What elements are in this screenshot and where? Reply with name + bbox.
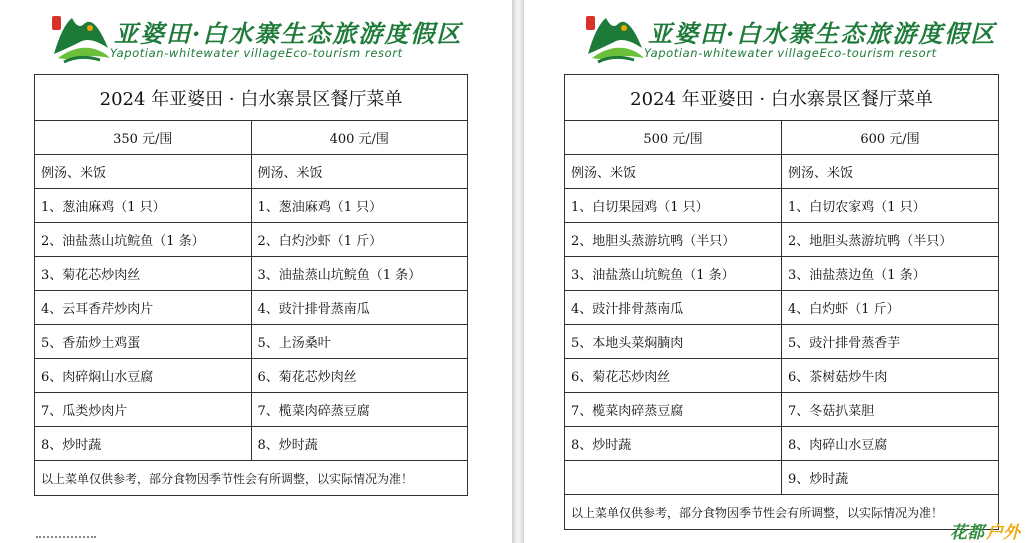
menu-item: 1、葱油麻鸡（1 只） (35, 189, 252, 223)
menu-item: 5、本地头菜焖腩肉 (565, 325, 782, 359)
menu-item: 9、炒时蔬 (782, 461, 999, 495)
brand-header (50, 8, 463, 66)
watermark (950, 518, 1020, 543)
menu-title: 2024 年亚婆田 · 白水寨景区餐厅菜单 (565, 75, 999, 121)
menu-item: 3、油盐蒸山坑鲩鱼（1 条） (565, 257, 782, 291)
menu-item: 5、豉汁排骨蒸香芋 (782, 325, 999, 359)
menu-item: 例汤、米饭 (251, 155, 468, 189)
menu-item: 8、炒时蔬 (251, 427, 468, 461)
brand-header (584, 8, 1004, 66)
menu-title: 2024 年亚婆田 · 白水寨景区餐厅菜单 (35, 75, 468, 121)
price-header: 350 元/围 (35, 121, 252, 155)
menu-table-right (564, 74, 999, 530)
menu-item: 4、豉汁排骨蒸南瓜 (251, 291, 468, 325)
price-header: 600 元/围 (782, 121, 999, 155)
price-header: 400 元/围 (251, 121, 468, 155)
menu-item: 8、肉碎山水豆腐 (782, 427, 999, 461)
menu-item: 3、菊花芯炒肉丝 (35, 257, 252, 291)
menu-item: 2、地胆头蒸游坑鸭（半只） (565, 223, 782, 257)
menu-item: 7、瓜类炒肉片 (35, 393, 252, 427)
menu-item: 4、白灼虾（1 斤） (782, 291, 999, 325)
menu-item: 7、榄菜肉碎蒸豆腐 (565, 393, 782, 427)
price-header: 500 元/围 (565, 121, 782, 155)
menu-item: 6、菊花芯炒肉丝 (251, 359, 468, 393)
menu-item (565, 461, 782, 495)
menu-item: 2、地胆头蒸游坑鸭（半只） (782, 223, 999, 257)
brand-name-cn: 亚婆田·白水寨生态旅游度假区 (648, 19, 997, 48)
menu-item: 3、油盐蒸边鱼（1 条） (782, 257, 999, 291)
watermark-part2: 户外 (986, 523, 1020, 543)
watermark-part1: 花都 (950, 523, 984, 543)
menu-item: 2、白灼沙虾（1 斤） (251, 223, 468, 257)
page-gutter (512, 0, 524, 543)
menu-note: 以上菜单仅供参考，部分食物因季节性会有所调整，以实际情况为准！ (565, 495, 999, 530)
page-footer-mark (36, 536, 96, 538)
brand-name-en: Yapotian-whitewater villageEco-tourism resort (110, 46, 403, 60)
menu-item: 6、肉碎焖山水豆腐 (35, 359, 252, 393)
menu-item: 2、油盐蒸山坑鲩鱼（1 条） (35, 223, 252, 257)
menu-item: 8、炒时蔬 (565, 427, 782, 461)
brand-name-cn: 亚婆田·白水寨生态旅游度假区 (114, 19, 463, 48)
menu-item: 7、榄菜肉碎蒸豆腐 (251, 393, 468, 427)
menu-item: 4、豉汁排骨蒸南瓜 (565, 291, 782, 325)
menu-item: 5、上汤桑叶 (251, 325, 468, 359)
menu-item: 6、茶树菇炒牛肉 (782, 359, 999, 393)
menu-item: 8、炒时蔬 (35, 427, 252, 461)
menu-item: 7、冬菇扒菜胆 (782, 393, 999, 427)
menu-item: 4、云耳香芹炒肉片 (35, 291, 252, 325)
mountain-logo-icon (50, 8, 112, 66)
mountain-logo-icon (584, 8, 646, 66)
menu-note: 以上菜单仅供参考，部分食物因季节性会有所调整，以实际情况为准！ (35, 461, 468, 496)
brand-name-en: Yapotian-whitewater villageEco-tourism resort (644, 46, 937, 60)
menu-table-left (34, 74, 468, 496)
menu-page-left (0, 0, 512, 543)
menu-item: 例汤、米饭 (782, 155, 999, 189)
menu-item: 例汤、米饭 (565, 155, 782, 189)
menu-item: 1、葱油麻鸡（1 只） (251, 189, 468, 223)
menu-item: 5、香茄炒土鸡蛋 (35, 325, 252, 359)
menu-item: 1、白切果园鸡（1 只） (565, 189, 782, 223)
menu-page-right (524, 0, 1030, 543)
menu-item: 例汤、米饭 (35, 155, 252, 189)
menu-item: 1、白切农家鸡（1 只） (782, 189, 999, 223)
menu-item: 3、油盐蒸山坑鲩鱼（1 条） (251, 257, 468, 291)
menu-item: 6、菊花芯炒肉丝 (565, 359, 782, 393)
